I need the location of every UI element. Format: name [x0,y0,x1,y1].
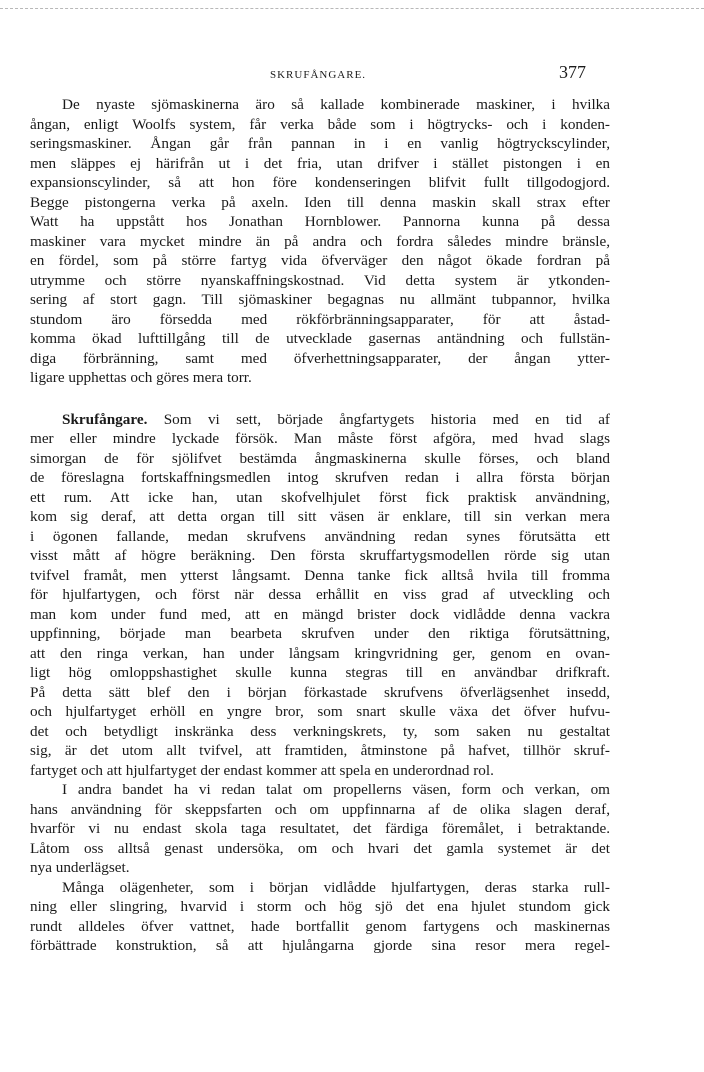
text-line: fartyget och att hjulfartyget der endast kommer att spela en underordnad rol. [30,761,494,779]
text-line: tvifvel framåt, men ytterst långsamt. Denna tanke fick alltså hvila till fromma [30,566,610,584]
text-line: man kom under fund med, att en mängd brister dock vidlådde denna vackra [30,605,610,623]
text-line: utrymme och större nyanskaffningskostnad. Vid detta system är ytkonden- [30,271,610,289]
text-line-continuation: Som vi sett, började ångfartygets historia med en tid af [163,410,610,428]
text-line: kom sig deraf, att detta organ till sitt väsen är enklare, till sin verkan mera [30,508,610,525]
text-line: mer eller mindre lyckade försök. Man måste först afgöra, med hvad slags [30,430,610,447]
text-line: maskiner vara mycket mindre än på andra och fordra således mindre bränsle, [30,232,610,250]
text-line: nya underlägset. [30,859,130,876]
text-line: Begge pistongerna verka på axeln. Iden till denna maskin skall strax efter [30,193,610,211]
body-text [30,95,610,956]
text-line: hvarför vi nu endast skola taga resultatet, det färdiga föremålet, i betraktande. [30,820,610,837]
paragraph-kombinerade-maskiner [30,95,610,388]
text-line: ligt hög omloppshastighet skulle kunna stegras till en användbar drifkraft. [30,664,610,681]
text-line: rundt alldeles öfver vattnet, hade bortfallit genom fartygens och maskinernas [30,917,610,935]
page-number: 377 [559,62,586,82]
text-line: expansionscylinder, så att hon före kondenseringen blifvit fullt tillgodogjord. [30,174,610,191]
text-line: att den ringa verkan, han under långsam kringvridning ger, genom en ovan- [30,644,610,662]
text-line [30,410,610,430]
text-line: komma ökad lufttillgång till de utvecklade gasernas antändning och fullstän- [30,330,610,347]
section-heading: Skrufångare. [62,410,148,428]
text-line: uppfinning, började man bearbeta skrufven under den riktiga förutsättning, [30,625,610,642]
text-line: ett rum. Att icke han, utan skofvelhjulet först fick praktisk användning, [30,488,610,506]
text-line: hans användning för skeppsfarten och om uppfinnarna af de olika slagen deraf, [30,800,610,818]
text-line: i ögonen fallande, medan skrufvens användning redan synes förutsätta ett [30,527,610,545]
paragraph-skrufangare [30,410,610,781]
text-line: stundom äro försedda med rökförbränningsapparater, för att åstad- [30,310,610,328]
text-line: sig, är det utom allt tvifvel, att framtiden, åtminstone på hafvet, tillhör skruf- [30,742,610,759]
text-line: en fördel, som på större fartyg vida öfverväger den något ökade fordran på [30,252,610,269]
paragraph-andra-bandet [30,780,610,878]
text-line: ligare upphettas och göres mera torr. [30,369,252,386]
text-line: ning eller slingring, hvarvid i storm och hög sjö det ena hjulet stundom gick [30,898,610,915]
text-line: I andra bandet ha vi redan talat om propellerns väsen, form och verkan, om [62,781,610,798]
text-line: men släppes ej härifrån ut i det fria, utan drifver i stället pistongen i en [30,154,610,172]
text-line: de föreslagna fortskaffningsmedlen intog skrufven redan i allra första början [30,469,610,486]
text-line: Många olägenheter, som i början vidlådde hjulfartygen, deras starka rull- [62,878,610,896]
text-line: ångan, enligt Woolfs system, får verka både som i högtrycks- och i konden- [30,115,610,133]
text-line: På detta sätt blef den i början förkastade skrufvens öfverlägsenhet insedd, [30,683,610,701]
text-line: seringsmaskiner. Ångan går från pannan in i en vanlig högtryckscylinder, [30,135,610,152]
text-line: sering af stort gagn. Till sjömaskiner begagnas nu allmänt tubpannor, hvilka [30,291,610,308]
text-line: Watt ha uppstått hos Jonathan Hornblower. Pannorna kunna på dessa [30,213,610,230]
page-top-edge-rule [0,8,704,9]
running-title: SKRUFÅNGARE. [270,69,367,81]
text-line: Låtom oss alltså genast undersöka, om och hvari det gamla systemet är det [30,839,610,857]
text-line: för hjulfartygen, och först när dessa erhållit en viss grad af utveckling och [30,586,610,603]
paragraph-olagenheter [30,878,610,956]
text-line: De nyaste sjömaskinerna äro så kallade kombinerade maskiner, i hvilka [62,96,610,113]
text-line: visst mått af högre beräkning. Den första skruffartygsmodellen rörde sig utan [30,547,610,564]
text-line: och hjulfartyget erhöll en yngre bror, som snart skulle växa det öfver hufvu- [30,703,610,720]
page-header [0,60,704,86]
text-line: förbättrade konstruktion, så att hjulångarna gjorde sina resor mera regel- [30,937,610,954]
text-line: det och betydligt inskränka dess verkningskrets, ty, som saken nu gestaltat [30,722,610,740]
text-line: diga förbränning, samt med öfverhettningsapparater, der ångan ytter- [30,349,610,367]
text-line: simorgan de för sjölifvet bestämda ångmaskinerna skulle förses, och bland [30,449,610,467]
